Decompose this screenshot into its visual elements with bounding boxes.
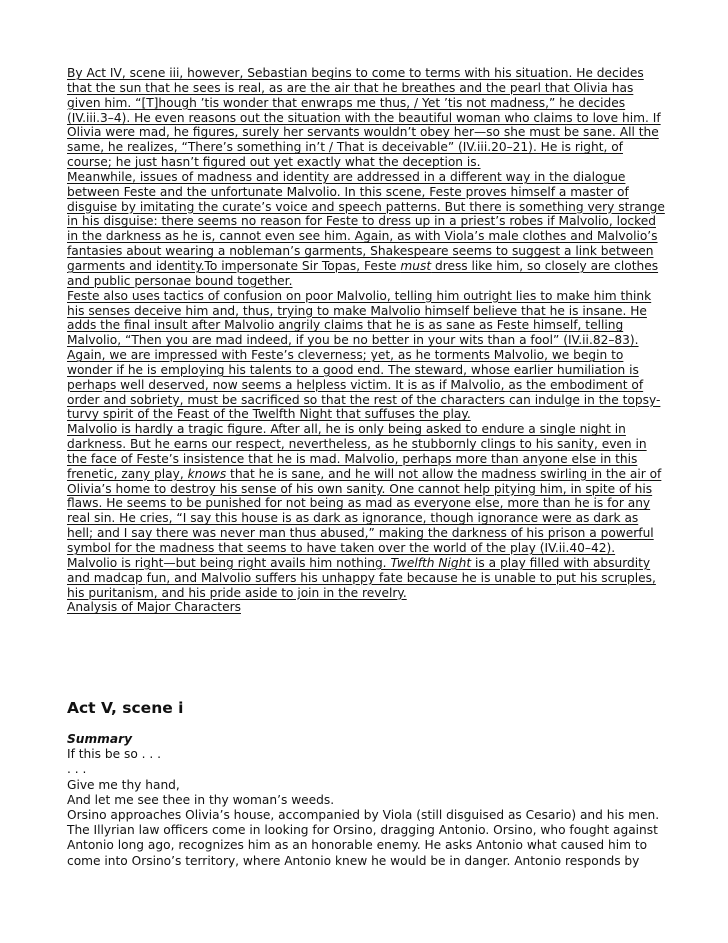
analysis-line-text[interactable]: wonder if he is employing his talents to a good end. The steward, whose earlier humiliation is <box>67 362 639 377</box>
summary-line: come into Orsino’s territory, where Antonio knew he would be in danger. Antonio responds by <box>67 853 640 868</box>
analysis-line[interactable] <box>67 155 667 170</box>
summary-line: Orsino approaches Olivia’s house, accompanied by Viola (still disguised as Cesario) and his men. <box>67 807 660 822</box>
analysis-line-text[interactable]: turvy spirit of the Feast of the Twelfth Night that suffuses the play. <box>67 407 471 422</box>
analysis-line-text[interactable]: and madcap fun, and Malvolio suffers his unhappy fate because he is unable to put his scruples, <box>67 570 656 585</box>
analysis-line-text[interactable]: Again, we are impressed with Feste’s cleverness; yet, as he torments Malvolio, we begin to <box>67 348 624 363</box>
analysis-line[interactable] <box>67 496 667 511</box>
analysis-line-text[interactable]: Olivia’s home to destroy his sense of his own sanity. One cannot help pitying him, in spite of his <box>67 481 653 496</box>
act-title: Act V, scene i <box>67 699 184 717</box>
analysis-line[interactable] <box>67 111 667 126</box>
analysis-line-text[interactable]: and public personae bound together. <box>67 273 293 288</box>
analysis-line-text[interactable]: fantasies about wearing a nobleman’s garments, Shakespeare seems to suggest a link between <box>67 244 654 259</box>
analysis-line-text[interactable]: (IV.iii.3–4). He even reasons out the situation with the beautiful woman who claims to love him. If <box>67 110 661 125</box>
analysis-line[interactable] <box>67 348 667 363</box>
analysis-line-text[interactable]: order and sobriety, must be sacrificed so that the rest of the characters can indulge in the topsy- <box>67 392 661 407</box>
analysis-line[interactable] <box>67 452 667 467</box>
analysis-line[interactable] <box>67 378 667 393</box>
summary-line: The Illyrian law officers come in looking for Orsino, dragging Antonio. Orsino, who fought against <box>67 823 658 838</box>
analysis-line[interactable] <box>67 304 667 319</box>
analysis-line-text[interactable]: Malvolio is hardly a tragic figure. After all, he is only being asked to endure a single night in <box>67 422 626 437</box>
analysis-line-text[interactable]: in his disguise: there seems no reason for Feste to dress up in a priest’s robes if Malvolio, locked <box>67 214 656 229</box>
analysis-line-text[interactable]: garments and identity.To impersonate Sir Topas, Feste must dress like him, so closely are clothes <box>67 258 659 273</box>
quote-block <box>67 747 667 808</box>
analysis-line-text[interactable]: that the sun that he sees is real, as are the air that he breathes and the pearl that Olivia has <box>67 80 634 95</box>
analysis-line[interactable] <box>67 96 667 111</box>
italic-emphasis: Twelfth Night <box>390 555 472 570</box>
analysis-line[interactable] <box>67 214 667 229</box>
italic-emphasis: knows <box>187 466 227 481</box>
quote-line: Give me thy hand, <box>67 777 180 792</box>
analysis-line[interactable] <box>67 422 667 437</box>
analysis-line-text[interactable]: darkness. But he earns our respect, nevertheless, as he stubbornly clings to his sanity, even in <box>67 437 647 452</box>
analysis-line[interactable] <box>67 259 667 274</box>
summary-paragraph <box>67 808 667 869</box>
analysis-line[interactable] <box>67 407 667 422</box>
analysis-line[interactable] <box>67 467 667 482</box>
analysis-line[interactable] <box>67 244 667 259</box>
analysis-line-text[interactable]: Malvolio, “Then you are mad indeed, if you be no better in your wits than a fool” (IV.ii.82–83). <box>67 333 639 348</box>
analysis-line[interactable] <box>67 200 667 215</box>
analysis-line-text[interactable]: symbol for the madness that seems to have taken over the world of the play (IV.ii.40–42). <box>67 541 616 555</box>
act-body <box>67 732 667 869</box>
quote-line: If this be so . . . <box>67 747 162 762</box>
analysis-section <box>67 66 667 615</box>
analysis-line-text[interactable]: hell; and I say there was never man thus abused,” making the darkness of his prison a powerful <box>67 526 654 541</box>
analysis-line-text[interactable]: flaws. He seems to be punished for not being as mad as everyone else, more than he is for any <box>67 496 651 511</box>
analysis-line[interactable] <box>67 556 667 571</box>
analysis-line[interactable] <box>67 81 667 96</box>
analysis-line-text[interactable]: Olivia were mad, he figures, surely her servants wouldn’t obey her—so she must be sane. All the <box>67 125 659 140</box>
analysis-line-text[interactable]: course; he just hasn’t figured out yet exactly what the deception is. <box>67 155 481 170</box>
analysis-line[interactable] <box>67 526 667 541</box>
analysis-line[interactable] <box>67 333 667 348</box>
summary-label: Summary <box>67 732 133 746</box>
analysis-line[interactable] <box>67 66 667 81</box>
analysis-line-text[interactable]: real sin. He cries, “I say this house is as dark as ignorance, though ignorance were as dark as <box>67 511 639 526</box>
analysis-line[interactable] <box>67 140 667 155</box>
analysis-line-text[interactable]: Feste also uses tactics of confusion on poor Malvolio, telling him outright lies to make him think <box>67 288 652 303</box>
quote-line: And let me see thee in thy woman’s weeds. <box>67 792 335 807</box>
analysis-line[interactable] <box>67 363 667 378</box>
analysis-line[interactable] <box>67 289 667 304</box>
analysis-line[interactable] <box>67 437 667 452</box>
quote-line: . . . <box>67 762 87 777</box>
analysis-line[interactable] <box>67 229 667 244</box>
analysis-line[interactable] <box>67 571 667 586</box>
analysis-line-text[interactable]: adds the final insult after Malvolio angrily claims that he is as sane as Feste himself, telling <box>67 318 624 333</box>
analysis-line-text[interactable]: disguise by imitating the curate’s voice and speech patterns. But there is something very strange <box>67 199 665 214</box>
analysis-line-text[interactable]: in the darkness as he is, cannot even see him. Again, as with Viola’s male clothes and Malvolio’s <box>67 229 658 244</box>
analysis-line[interactable] <box>67 586 667 601</box>
analysis-line-text[interactable]: perhaps well deserved, now seems a helpless victim. It is as if Malvolio, as the embodiment of <box>67 377 644 392</box>
analysis-line[interactable] <box>67 511 667 526</box>
analysis-line-text[interactable]: By Act IV, scene iii, however, Sebastian begins to come to terms with his situation. He decides <box>67 66 644 80</box>
analysis-line[interactable] <box>67 185 667 200</box>
analysis-line-text[interactable]: Malvolio is right—but being right avails him nothing. Twelfth Night is a play filled with absurdity <box>67 555 651 570</box>
analysis-line-text[interactable]: the face of Feste’s insistence that he is mad. Malvolio, perhaps more than anyone else in this <box>67 451 638 466</box>
act-v-section <box>67 698 667 869</box>
analysis-line[interactable] <box>67 541 667 556</box>
analysis-line[interactable] <box>67 274 667 289</box>
summary-line: Antonio long ago, recognizes him as an honorable enemy. He asks Antonio what caused him to <box>67 838 648 853</box>
analysis-line-text[interactable]: Analysis of Major Characters <box>67 600 241 615</box>
analysis-line[interactable] <box>67 170 667 185</box>
analysis-line[interactable] <box>67 318 667 333</box>
analysis-line-text[interactable]: his puritanism, and his pride aside to join in the revelry. <box>67 585 407 600</box>
analysis-line-text[interactable]: between Feste and the unfortunate Malvolio. In this scene, Feste proves himself a master of <box>67 184 629 199</box>
analysis-line-text[interactable]: given him. “[T]hough ’tis wonder that enwraps me thus, / Yet ’tis not madness,” he decides <box>67 95 626 110</box>
analysis-line-text[interactable]: Meanwhile, issues of madness and identity are addressed in a different way in the dialogue <box>67 169 626 184</box>
analysis-line[interactable] <box>67 393 667 408</box>
italic-emphasis: must <box>400 258 432 273</box>
analysis-line-text[interactable]: frenetic, zany play, knows that he is sane, and he will not allow the madness swirling in the air of <box>67 466 662 481</box>
analysis-line[interactable] <box>67 125 667 140</box>
analysis-major-characters-link[interactable] <box>67 600 667 615</box>
analysis-line-text[interactable]: same, he realizes, “There’s something in’t / That is deceivable” (IV.iii.20–21). He is right, of <box>67 140 623 155</box>
analysis-line-text[interactable]: his senses deceive him and, thus, trying to make Malvolio himself believe that he is insane. He <box>67 303 647 318</box>
analysis-line[interactable] <box>67 482 667 497</box>
